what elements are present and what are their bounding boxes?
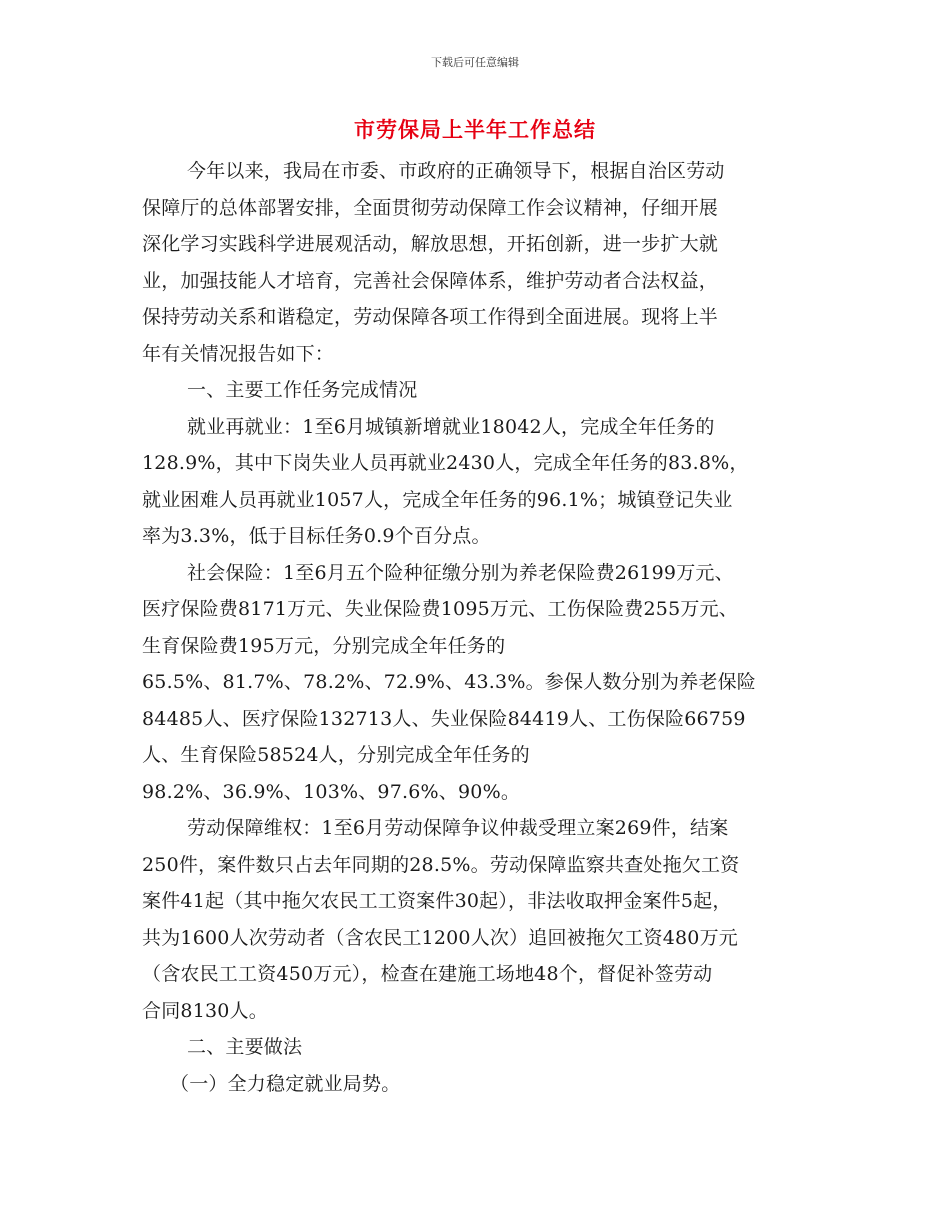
paragraph-line: 人、生育保险58524人，分别完成全年任务的 <box>142 744 530 766</box>
paragraph-line: 128.9%，其中下岗失业人员再就业2430人，完成全年任务的83.8%， <box>142 452 749 474</box>
paragraph-line: 业，加强技能人才培育，完善社会保障体系，维护劳动者合法权益， <box>142 269 719 292</box>
paragraph-line: 率为3.3%，低于目标任务0.9个百分点。 <box>142 525 491 547</box>
subsection-heading: （一）全力稳定就业局势。 <box>170 1072 401 1095</box>
paragraph-line: 医疗保险费8171万元、失业保险费1095万元、工伤保险费255万元、 <box>142 598 738 620</box>
paragraph-line: 就业困难人员再就业1057人，完成全年任务的96.1%；城镇登记失业 <box>142 488 733 511</box>
paragraph-line: 深化学习实践科学进展观活动，解放思想，开拓创新，进一步扩大就 <box>142 233 719 255</box>
paragraph-line: （含农民工工资450万元），检查在建施工场地48个，督促补签劳动 <box>142 963 713 985</box>
paragraph-line: 今年以来，我局在市委、市政府的正确领导下，根据自治区劳动 <box>187 160 725 182</box>
paragraph-line: 保障厅的总体部署安排，全面贯彻劳动保障工作会议精神，仔细开展 <box>142 196 719 219</box>
paragraph-line: 年有关情况报告如下： <box>142 342 335 365</box>
paragraph-line: 劳动保障维权：1至6月劳动保障争议仲裁受理立案269件，结案 <box>187 817 729 839</box>
paragraph-line: 65.5%、81.7%、78.2%、72.9%、43.3%。参保人数分别为养老保险 <box>142 671 756 693</box>
page-header-note: 下载后可任意编辑 <box>431 56 519 69</box>
paragraph-line: 98.2%、36.9%、103%、97.6%、90%。 <box>142 780 521 803</box>
paragraph-line: 保持劳动关系和谐稳定，劳动保障各项工作得到全面进展。现将上半 <box>142 306 719 328</box>
document-body <box>142 153 832 1102</box>
section-heading: 一、主要工作任务完成情况 <box>187 379 418 401</box>
paragraph-line: 250件，案件数只占去年同期的28.5%。劳动保障监察共查处拖欠工资 <box>142 853 740 876</box>
paragraph-line: 合同8130人。 <box>142 999 268 1022</box>
paragraph-line: 生育保险费195万元，分别完成全年任务的 <box>142 634 506 657</box>
section-heading: 二、主要做法 <box>187 1036 303 1058</box>
document-title: 市劳保局上半年工作总结 <box>354 118 596 142</box>
paragraph-line: 案件41起（其中拖欠农民工工资案件30起），非法收取押金案件5起， <box>142 890 732 912</box>
paragraph-line: 社会保险：1至6月五个险种征缴分别为养老保险费26199万元、 <box>187 561 734 584</box>
paragraph-line: 84485人、医疗保险132713人、失业保险84419人、工伤保险66759 <box>142 707 746 730</box>
paragraph-line: 共为1600人次劳动者（含农民工1200人次）追回被拖欠工资480万元 <box>142 926 738 949</box>
paragraph-line: 就业再就业：1至6月城镇新增就业18042人，完成全年任务的 <box>187 415 715 438</box>
